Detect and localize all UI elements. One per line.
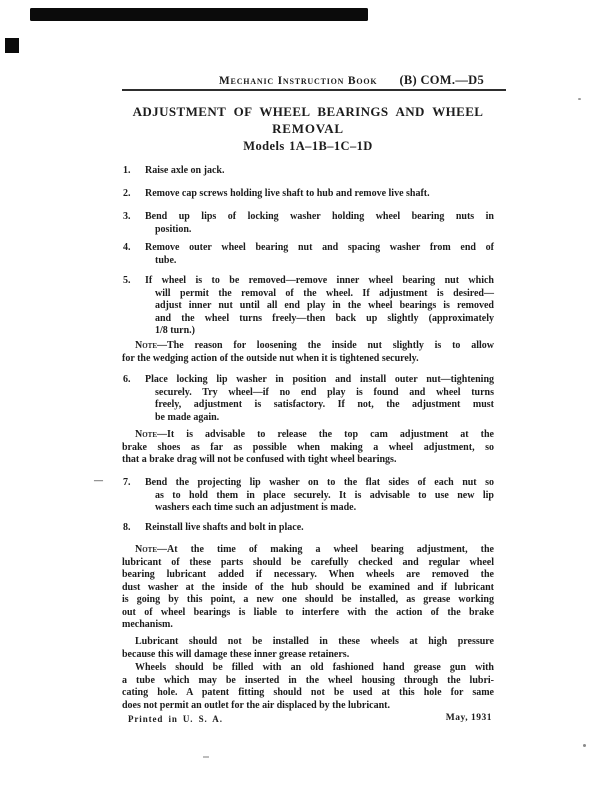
page-header: [122, 73, 484, 91]
list-item-5: [122, 275, 494, 338]
text-line: brake shoes as far as possible when making a wheel adjustment, so: [122, 441, 494, 453]
item-number: 1.: [123, 165, 131, 176]
text-line: mechanism.: [122, 619, 173, 630]
text-line: bearing lubricant added if necessary. When wheels are removed the: [122, 569, 494, 580]
text-line: cating hole. A patent fitting should not be used at this hole for same: [122, 687, 494, 698]
item-number: 5.: [123, 275, 131, 286]
text-line: washers each time such an adjustment is made.: [155, 502, 357, 513]
item-number: 8.: [123, 522, 131, 533]
stray-mark: —: [94, 475, 103, 485]
text-line: 1/8 turn.): [155, 325, 195, 336]
note-label: Note: [135, 429, 158, 440]
footer-printed-note: Printed in U. S. A.: [128, 714, 223, 724]
scan-artifact-dot-bottom-right: [583, 744, 586, 747]
text-line: out of wheel bearings is liable to interfere with the action of the brake: [122, 606, 494, 618]
scan-artifact-left-blob: [5, 38, 19, 53]
item-number: 3.: [123, 211, 131, 222]
item-number: 7.: [123, 477, 131, 488]
text-line: Remove outer wheel bearing nut and spacing washer from end of: [145, 242, 494, 253]
header-rule: [122, 89, 506, 91]
footer-date: May, 1931: [445, 713, 492, 723]
list-item-2: [122, 188, 494, 201]
item-number: 6.: [123, 374, 131, 385]
text-line: position.: [155, 223, 192, 235]
book-title: Mechanic Instruction Book: [219, 75, 378, 91]
text-line: will permit the removal of the wheel. If adjustment is desired—: [155, 287, 494, 299]
list-item-7: [94, 475, 494, 515]
text-line: for the wedging action of the outside nut when it is tightened securely.: [122, 352, 419, 364]
body-paragraph: [122, 636, 494, 661]
text-line: lubricant of these parts should be carefully checked and regular wheel: [122, 556, 494, 568]
note-paragraph: [122, 340, 494, 365]
text-line: and the wheel turns freely—then back up slightly (approximately: [155, 312, 494, 324]
document-title-line1: ADJUSTMENT OF WHEEL BEARINGS AND WHEEL: [132, 104, 484, 119]
list-item-1: [122, 165, 494, 178]
note-paragraph: [122, 429, 494, 467]
list-item-4: [122, 242, 494, 267]
text-line: Note—The reason for loosening the inside nut slightly is to allow: [135, 340, 494, 351]
text-line: is going by this point, a new one should be installed, as grease working: [122, 594, 494, 605]
note-label: Note: [135, 340, 158, 351]
text-line: as to hold them in place securely. It is advisable to use new lip: [155, 489, 494, 501]
text-line: securely. Try wheel—if no end play is found and wheel turns: [155, 386, 494, 398]
item-number: 2.: [123, 188, 131, 199]
list-item-3: [122, 211, 494, 236]
text-line: Bend up lips of locking washer holding wheel bearing nuts in: [145, 211, 494, 222]
item-number: 4.: [123, 242, 131, 253]
list-item-6: [122, 374, 494, 424]
section-code: (B) COM.—D5: [399, 73, 484, 87]
text-line: dust washer at the inside of the hub should be examined and if lubricant: [122, 581, 494, 593]
text-line: tube.: [155, 254, 177, 266]
list-item-8: [122, 522, 494, 535]
text-line: be made again.: [155, 411, 220, 423]
text-line: a tube which may be inserted in the wheel housing through the lubri-: [122, 674, 494, 686]
document-title-line2: REMOVAL: [272, 121, 344, 136]
text-line: Place locking lip washer in position and install outer nut—tightening: [145, 374, 494, 385]
text-line: Wheels should be filled with an old fashioned hand grease gun with: [135, 662, 494, 673]
text-line: because this will damage these inner grease retainers.: [122, 648, 350, 660]
text-line: If wheel is to be removed—remove inner wheel bearing nut which: [145, 275, 494, 286]
text-line: Note—It is advisable to release the top cam adjustment at the: [135, 429, 494, 440]
text-line: Remove cap screws holding live shaft to hub and remove live shaft.: [145, 188, 430, 199]
text-line: Lubricant should not be installed in these wheels at high pressure: [135, 636, 494, 647]
text-line: Note—At the time of making a wheel bearing adjustment, the: [135, 544, 494, 555]
body-paragraph: [122, 662, 494, 712]
scan-artifact-dot-top-right: [578, 98, 581, 100]
note-paragraph: [122, 544, 494, 632]
text-line: Reinstall live shafts and bolt in place.: [145, 522, 304, 533]
note-label: Note: [135, 544, 158, 555]
text-line: Raise axle on jack.: [145, 165, 225, 176]
text-line: freely, adjustment is satisfactory. If not, the adjustment must: [155, 399, 494, 410]
text-line: does not permit an outlet for the air displaced by the lubricant.: [122, 699, 390, 711]
models-line: Models 1A–1B–1C–1D: [243, 139, 373, 153]
text-column: [94, 0, 494, 792]
text-line: Bend the projecting lip washer on to the flat sides of each nut so: [145, 477, 494, 488]
text-line: that a brake drag will not be confused with tight wheel bearings.: [122, 454, 397, 465]
text-line: adjust inner nut until all end play in the wheel bearings is removed: [155, 300, 494, 311]
